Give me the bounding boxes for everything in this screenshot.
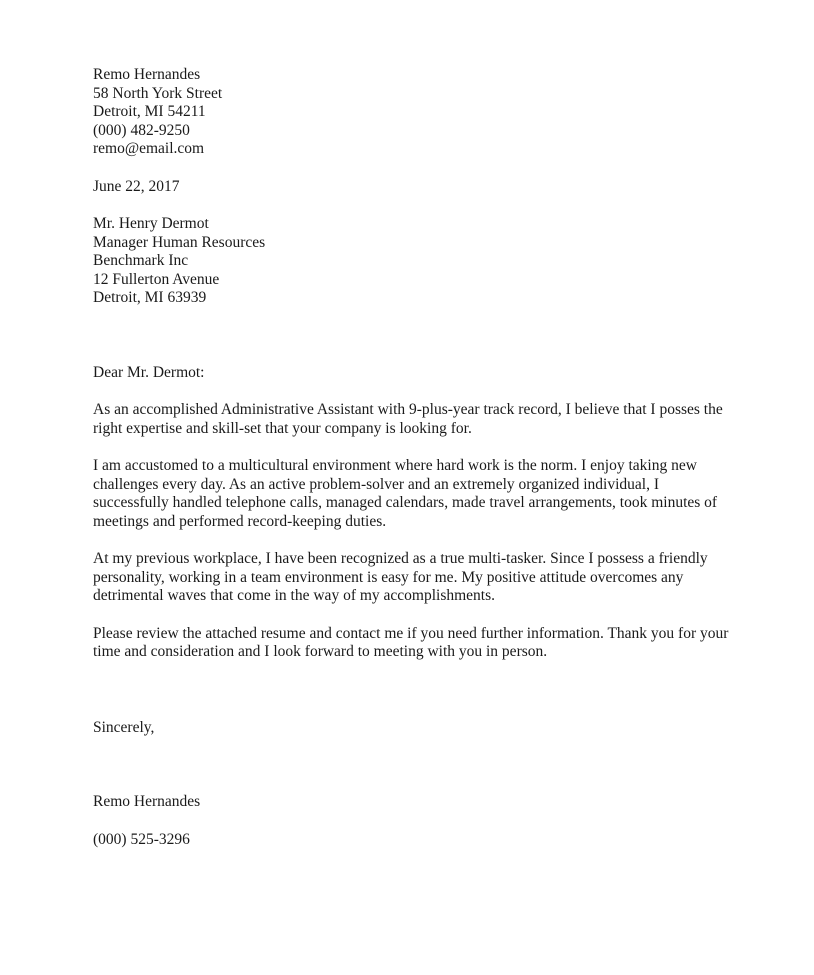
sender-email: remo@email.com — [93, 140, 205, 157]
sender-phone: (000) 482-9250 — [93, 121, 190, 139]
recipient-street: 12 Fullerton Avenue — [93, 270, 220, 288]
sender-name: Remo Hernandes — [93, 66, 201, 83]
sender-block — [93, 66, 729, 159]
recipient-block — [93, 215, 729, 308]
closing-salutation: Sincerely, — [93, 718, 155, 736]
body-paragraph-1: As an accomplished Administrative Assistant with 9-plus-year track record, I believe that I posses the right expertise and skill-set that your company is looking for. — [93, 401, 723, 437]
recipient-title: Manager Human Resources — [93, 233, 266, 251]
body-paragraph-4: Please review the attached resume and contact me if you need further information. Thank you for your time and consideration and I look forward to meeting with you in person. — [93, 624, 729, 660]
recipient-company: Benchmark Inc — [93, 252, 189, 269]
sender-street: 58 North York Street — [93, 84, 223, 102]
sender-city-state-zip: Detroit, MI 54211 — [93, 103, 206, 120]
recipient-city-state-zip: Detroit, MI 63939 — [93, 289, 207, 306]
letter-date: June 22, 2017 — [93, 177, 180, 195]
salutation: Dear Mr. Dermot: — [93, 363, 205, 381]
recipient-name: Mr. Henry Dermot — [93, 215, 209, 232]
cover-letter — [93, 66, 729, 849]
body-paragraph-2: I am accustomed to a multicultural environment where hard work is the norm. I enjoy taking new challenges every day. As an active problem-solver and an extremely organized individual, I successfully handled telephone calls, managed calendars, made travel arrangements, took minutes of meetings and performed record-keeping duties. — [93, 457, 718, 530]
signature-phone: (000) 525-3296 — [93, 830, 190, 848]
body-paragraph-3: At my previous workplace, I have been recognized as a true multi-tasker. Since I possess a friendly personality, working in a team environment is easy for me. My positive attitude overcomes any detrimental waves that come in the way of my accomplishments. — [93, 550, 708, 604]
signature-name: Remo Hernandes — [93, 793, 201, 810]
